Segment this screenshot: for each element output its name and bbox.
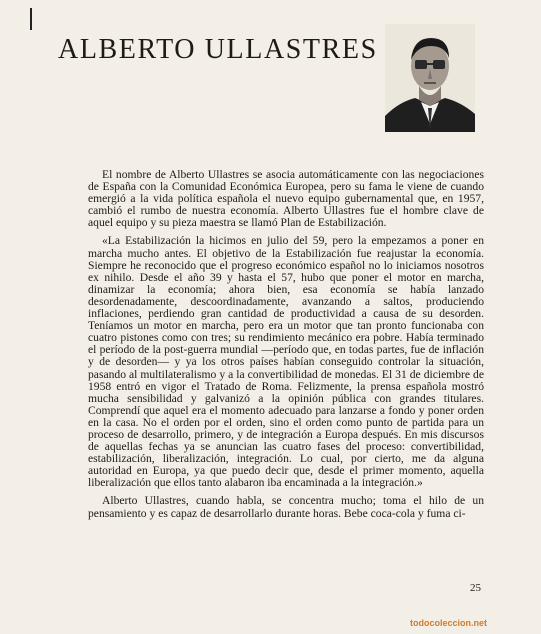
page-title: ALBERTO ULLASTRES [58, 34, 378, 65]
paragraph: El nombre de Alberto Ullastres se asocia automáticamente con las negociaciones de España con la Comunidad Económica Europea, pero su fama le viene de cuando emergió a la vida política española el nuevo equipo gubernamental que, en 1957, cambió el rumbo de nuestra economía. Alberto Ullastres fue el hombre clave de aquel equipo y su pieza maestra se llamó Plan de Estabilización. [88, 168, 484, 230]
paragraph: Alberto Ullastres, cuando habla, se concentra mucho; toma el hilo de un pensamiento y es capaz de desarrollarlo durante horas. Bebe coca-cola y fuma ci- [88, 494, 484, 520]
watermark: todocoleccion.net [410, 618, 488, 628]
portrait-photo [385, 24, 475, 132]
page-number: 25 [470, 582, 481, 594]
article-body [88, 169, 484, 520]
portrait-illustration [385, 24, 475, 132]
paragraph: «La Estabilización la hicimos en julio del 59, pero la empezamos a poner en marcha mucho antes. El objetivo de la Estabilización fue reajustar la economía. Siempre he reconocido que el progreso económico español no lo iniciamos nosotros ex nihilo. Desde el año 39 y hasta el 57, hubo que poner el motor en marcha, dinamizar la economía; ahora bien, esa economía se había lanzado desordenadamente, descoordinadamente, avanzando a saltos, produciendo inflaciones, perdiendo gran cantidad de productividad a causa de su desorden. Teníamos un motor en marcha, pero era un motor que tan pronto funcionaba con cuatro pistones como con tres; su rendimiento mecánico era pobre. Había terminado el período de la post-guerra mundial —período que, en todas partes, fue de inflación y de desorden— y ya los otros países habían conseguido controlar la situación, pasando al multilateralismo y a la convertibilidad de monedas. El 31 de diciembre de 1958 entró en vigor el Tratado de Roma. Felizmente, la prensa española mostró mucha sensibilidad y galvanizó a la opinión pública con grandes titulares. Comprendí que aquel era el momento adecuado para lanzarse a fondo y poner orden en la casa. No el orden por el orden, sino el orden como punto de partida para un proceso de desarrollo, primero, y de integración a Europa después. En mis discursos de aquellas fechas ya se anuncian las cuatro fases del proceso: convertibilidad, estabilización, liberalización, integración. Lo cual, por cierto, me da alguna autoridad en Europa, ya que puedo decir que, desde el primer momento, aquella liberalización que ellos tanto alabaron iba encaminada a la integración.» [88, 234, 484, 490]
margin-rule [30, 8, 32, 30]
